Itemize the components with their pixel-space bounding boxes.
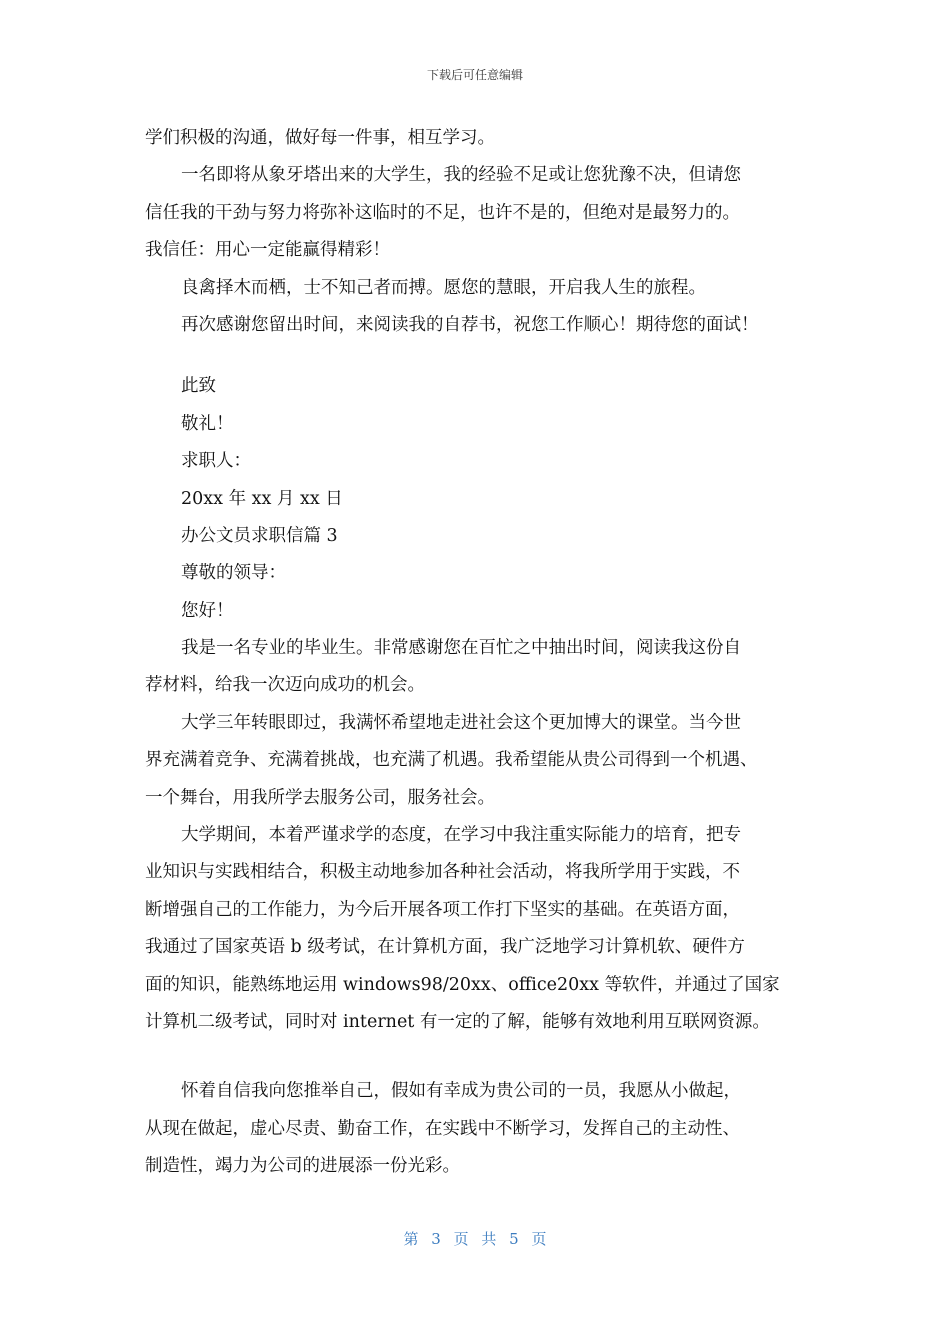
paragraph-line: 大学三年转眼即过，我满怀希望地走进社会这个更加博大的课堂。当今世 (181, 712, 741, 733)
paragraph-line: 良禽择木而栖，士不知己者而搏。愿您的慧眼，开启我人生的旅程。 (181, 277, 706, 298)
signature-label: 求职人： (181, 451, 251, 472)
page-number-footer: 第 3 页 共 5 页 (403, 1230, 547, 1248)
paragraph-line: 信任我的干劲与努力将弥补这临时的不足，也许不是的，但绝对是最努力的。 (145, 202, 740, 223)
page-header: 下载后可任意编辑 (426, 68, 523, 82)
paragraph-line: 断增强自己的工作能力，为今后开展各项工作打下坚实的基础。在英语方面， (145, 899, 740, 920)
paragraph-line: 界充满着竞争、充满着挑战，也充满了机遇。我希望能从贵公司得到一个机遇、 (145, 750, 758, 771)
paragraph-line: 学们积极的沟通，做好每一件事，相互学习。 (145, 128, 495, 148)
paragraph-line: 制造性，竭力为公司的进展添一份光彩。 (145, 1156, 460, 1177)
paragraph-line: 计算机二级考试，同时对 internet 有一定的了解，能够有效地利用互联网资源。 (145, 1011, 770, 1032)
greeting: 您好！ (181, 600, 234, 621)
blank-gap (145, 344, 825, 368)
paragraph-line: 从现在做起，虚心尽责、勤奋工作，在实践中不断学习，发挥自己的主动性、 (145, 1118, 740, 1139)
blank-gap (145, 1041, 825, 1073)
letter-body (145, 120, 825, 1186)
paragraph-line: 一个舞台，用我所学去服务公司，服务社会。 (145, 787, 495, 808)
paragraph-line: 一名即将从象牙塔出来的大学生，我的经验不足或让您犹豫不决，但请您 (181, 165, 741, 186)
paragraph-line: 面的知识，能熟练地运用 windows98/20xx、office20xx 等软件，并通过了国家 (145, 974, 780, 995)
paragraph-line: 怀着自信我向您推举自己，假如有幸成为贵公司的一员，我愿从小做起， (181, 1081, 741, 1102)
date-line: 20xx 年 xx 月 xx 日 (181, 488, 343, 509)
paragraph-line: 我通过了国家英语 b 级考试，在计算机方面，我广泛地学习计算机软、硬件方 (145, 937, 745, 958)
section-title: 办公文员求职信篇 3 (181, 525, 338, 546)
salutation: 尊敬的领导： (181, 563, 286, 584)
paragraph-line: 我信任：用心一定能赢得精彩！ (145, 240, 390, 261)
paragraph-line: 业知识与实践相结合，积极主动地参加各种社会活动，将我所学用于实践，不 (145, 862, 740, 883)
paragraph-line: 我是一名专业的毕业生。非常感谢您在百忙之中抽出时间，阅读我这份自 (181, 638, 741, 659)
closing-line: 敬礼！ (181, 413, 234, 434)
paragraph-line: 再次感谢您留出时间，来阅读我的自荐书，祝您工作顺心！期待您的面试！ (181, 314, 759, 335)
paragraph-line: 荐材料，给我一次迈向成功的机会。 (145, 675, 425, 696)
paragraph-line: 大学期间，本着严谨求学的态度，在学习中我注重实际能力的培育，把专 (181, 825, 741, 846)
closing-line: 此致 (181, 376, 216, 397)
